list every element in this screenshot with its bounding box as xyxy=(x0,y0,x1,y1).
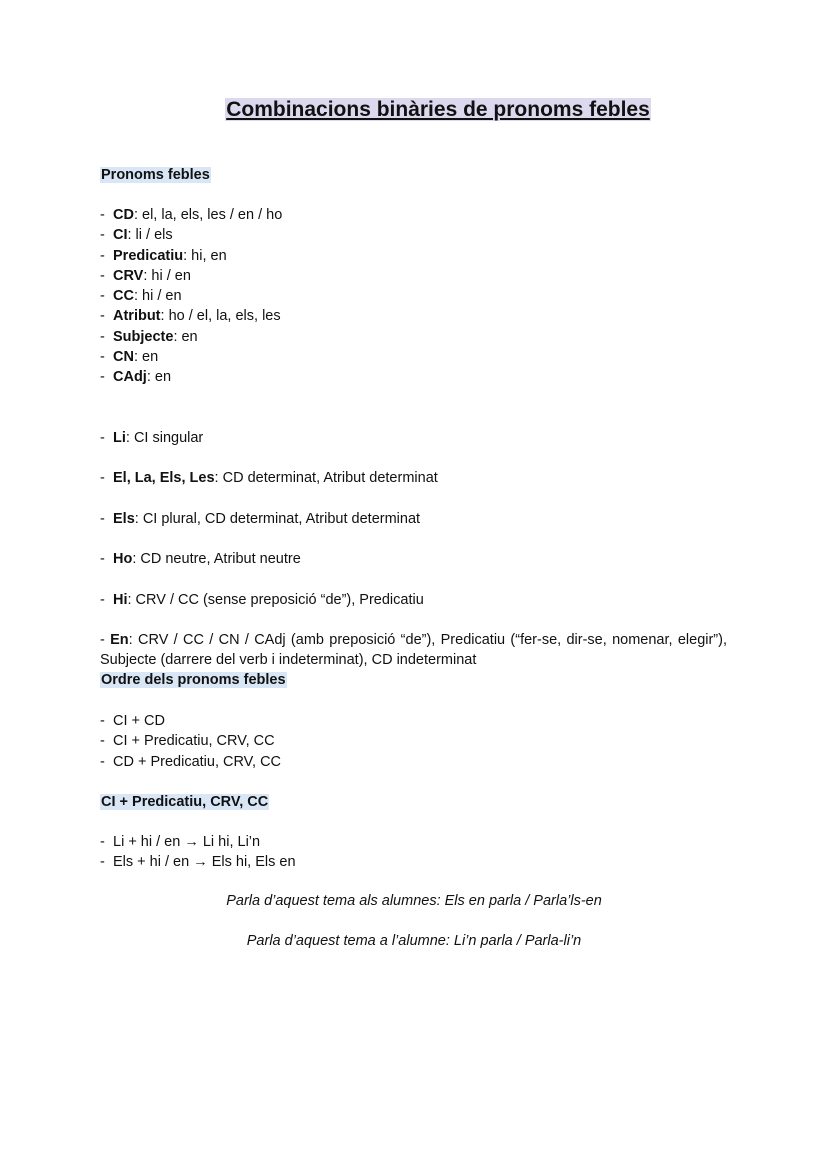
list-item: - CAdj: en xyxy=(100,369,172,386)
example-sentence: Parla d’aquest tema als alumnes: Els en parla / Parla’ls-en xyxy=(226,893,602,909)
section-heading: CI + Predicatiu, CRV, CC xyxy=(101,794,269,810)
list-item: - CC: hi / en xyxy=(100,288,182,305)
usage-el-la-els-les: - El, La, Els, Les: CD determinat, Atribut determinat xyxy=(100,470,438,486)
usage-ho: - Ho: CD neutre, Atribut neutre xyxy=(100,551,301,567)
combination-list xyxy=(100,832,727,873)
list-item: - Atribut: ho / el, la, els, les xyxy=(100,308,281,325)
list-item: - Li + hi / en → Li hi, Li’n xyxy=(100,834,261,850)
list-item: - CD: el, la, els, les / en / ho xyxy=(100,207,283,223)
list-item: - CI + CD xyxy=(100,713,165,729)
list-item: - CI: li / els xyxy=(100,227,173,244)
usage-en: - En: CRV / CC / CN / CAdj (amb preposició “de”), Predicatiu (“fer-se, dir-se, nomenar, elegir”), Subjecte (darrere del verb i indeterminat), CD indeterminat xyxy=(100,632,727,669)
list-item: - Subjecte: en xyxy=(100,328,198,345)
list-item: - CRV: hi / en xyxy=(100,267,191,284)
section-ci-predicatiu xyxy=(100,792,727,812)
page-title xyxy=(0,98,828,122)
ordre-list xyxy=(100,711,727,772)
section-pronoms-febles xyxy=(100,165,727,185)
pronoms-list xyxy=(100,205,727,388)
list-item: - CD + Predicatiu, CRV, CC xyxy=(100,753,282,770)
section-heading: Pronoms febles xyxy=(101,167,210,183)
section-ordre xyxy=(100,670,727,690)
list-item: - CI + Predicatiu, CRV, CC xyxy=(100,733,275,750)
list-item: - Predicatiu: hi, en xyxy=(100,247,227,264)
list-item: - Els + hi / en → Els hi, Els en xyxy=(100,854,296,871)
example-sentence: Parla d’aquest tema a l’alumne: Li’n parla / Parla-li’n xyxy=(246,933,582,949)
page-title-text: Combinacions binàries de pronoms febles xyxy=(226,98,650,121)
usage-hi: - Hi: CRV / CC (sense preposició “de”), Predicatiu xyxy=(100,592,424,608)
list-item: - CN: en xyxy=(100,349,159,366)
usage-els: - Els: CI plural, CD determinat, Atribut determinat xyxy=(100,511,421,527)
usage-li: - Li: CI singular xyxy=(100,430,204,446)
section-heading: Ordre dels pronoms febles xyxy=(101,672,286,688)
